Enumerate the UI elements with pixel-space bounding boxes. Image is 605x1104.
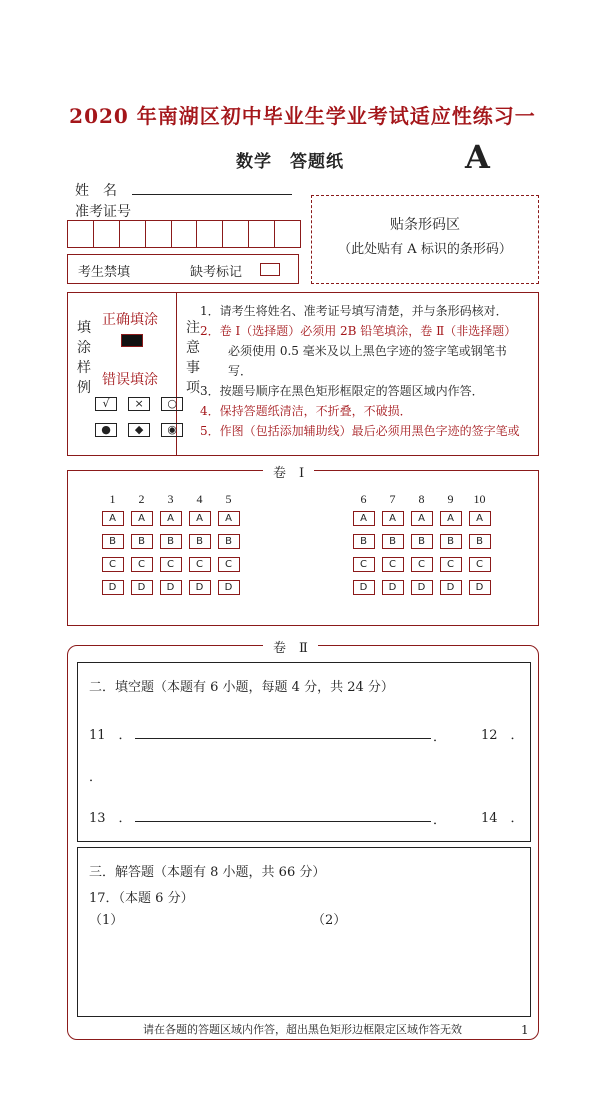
option-bubble-b[interactable]: B [440,534,462,549]
exam-id-cell[interactable] [146,221,172,247]
option-bubble-a[interactable]: A [411,511,433,526]
option-bubble-b[interactable]: B [160,534,182,549]
status-box [67,254,299,284]
option-bubble-b[interactable]: B [469,534,491,549]
exam-id-cell[interactable] [94,221,120,247]
option-bubble-a[interactable]: A [440,511,462,526]
q17-part1: （1） [89,913,124,928]
filled-diamond-icon: ◆ [128,423,150,437]
question-number: 3 [167,492,174,506]
fill-in-title: 二．填空题（本题有 6 小题，每题 4 分，共 24 分） [89,680,394,695]
option-bubble-c[interactable]: C [218,557,240,572]
option-bubble-c[interactable]: C [102,557,124,572]
filled-oval-icon: ◉ [161,423,183,437]
option-bubble-d[interactable]: D [102,580,124,595]
option-bubble-c[interactable]: C [469,557,491,572]
absent-mark-box[interactable] [260,263,280,276]
option-bubble-a[interactable]: A [469,511,491,526]
footer-warning: 请在各题的答题区域内作答，超出黑色矩形边框限定区域作答无效 [143,1023,462,1036]
exam-id-cell[interactable] [249,221,275,247]
option-bubble-d[interactable]: D [440,580,462,595]
exam-id-cell[interactable] [275,221,300,247]
page-number: 1 [521,1023,529,1037]
fill-sample-label [76,318,92,398]
exam-id-label: 准考证号 [75,204,131,220]
notice-item: 3．按题号顺序在黑色矩形框限定的答题区域内作答． [200,384,484,398]
notice-label [185,318,201,398]
q11-label: 11 ． [89,728,132,743]
fill-sample-char: 样 [77,360,91,376]
option-bubble-c[interactable]: C [160,557,182,572]
exam-id-grid[interactable] [67,220,301,248]
q11-answer-line[interactable] [135,738,431,739]
filled-dot-icon: ● [95,423,117,437]
q13-answer-line[interactable] [135,821,431,822]
q11-end-dot: ． [433,730,447,745]
q13-label: 13 ． [89,811,132,826]
question-number: 9 [447,492,454,506]
notice-char: 注 [186,320,200,336]
option-bubble-d[interactable]: D [160,580,182,595]
exam-id-cell[interactable] [172,221,198,247]
exam-title: 2020 年南湖区初中毕业生学业考试适应性练习一 [69,104,536,128]
option-bubble-d[interactable]: D [411,580,433,595]
option-bubble-a[interactable]: A [218,511,240,526]
option-row [98,580,243,595]
q13-end-dot: ． [433,813,447,828]
option-bubble-b[interactable]: B [102,534,124,549]
name-input-line[interactable] [132,194,292,195]
circle-mark-icon: ○ [161,397,183,411]
option-bubble-d[interactable]: D [353,580,375,595]
option-bubble-b[interactable]: B [218,534,240,549]
question-number: 5 [225,492,232,506]
option-row [349,580,494,595]
option-bubble-d[interactable]: D [131,580,153,595]
exam-id-cell[interactable] [223,221,249,247]
notice-char: 项 [186,380,200,396]
option-row [349,534,494,549]
question-number: 8 [418,492,425,506]
notice-char: 意 [186,340,200,356]
notice-list [200,302,535,442]
barcode-note: （此处贴有 A 标识的条形码） [338,242,512,257]
notice-item: 4．保持答题纸清洁，不折叠，不破损． [200,404,412,418]
mc-group-2 [349,492,494,595]
section-one-title: 卷 Ⅰ [263,462,314,481]
exam-id-cell[interactable] [120,221,146,247]
q14-label: 14 ． [481,811,524,826]
question-number: 1 [109,492,116,506]
option-bubble-d[interactable]: D [382,580,404,595]
notice-char: 事 [186,360,200,376]
option-bubble-a[interactable]: A [353,511,375,526]
exam-id-cell[interactable] [68,221,94,247]
option-bubble-b[interactable]: B [189,534,211,549]
option-bubble-b[interactable]: B [353,534,375,549]
option-bubble-b[interactable]: B [411,534,433,549]
option-bubble-d[interactable]: D [469,580,491,595]
option-row [98,511,243,526]
option-bubble-a[interactable]: A [160,511,182,526]
option-bubble-a[interactable]: A [189,511,211,526]
option-bubble-c[interactable]: C [411,557,433,572]
option-bubble-b[interactable]: B [131,534,153,549]
option-bubble-a[interactable]: A [102,511,124,526]
question-number: 2 [138,492,145,506]
notice-item: 2．卷 Ⅰ（选择题）必须用 2B 铅笔填涂，卷 Ⅱ（非选择题） [200,324,517,338]
absent-label: 缺考标记 [190,265,243,280]
option-bubble-a[interactable]: A [131,511,153,526]
question-number: 4 [196,492,203,506]
notice-item: 写． [228,364,253,378]
barcode-title: 贴条形码区 [390,217,460,233]
option-bubble-c[interactable]: C [353,557,375,572]
question-number: 10 [473,492,486,506]
answer-sheet-subtitle: 数学 答题纸 [236,152,344,172]
check-mark-icon: √ [95,397,117,411]
exam-id-cell[interactable] [197,221,223,247]
option-bubble-c[interactable]: C [131,557,153,572]
notice-item: 必须使用 0.5 毫米及以上黑色字迹的签字笔或钢笔书 [228,344,507,358]
fill-sample-char: 涂 [77,340,91,356]
q17-label: 17．（本题 6 分） [89,891,194,906]
version-letter: A [465,138,490,176]
wrong-marks-row1 [95,392,183,411]
option-bubble-d[interactable]: D [189,580,211,595]
fill-sample-char: 填 [77,320,91,336]
option-bubble-a[interactable]: A [382,511,404,526]
q12-continuation-dot: ． [89,770,103,785]
q12-label: 12 ． [481,728,524,743]
option-row [98,557,243,572]
wrong-fill-label: 错误填涂 [102,372,158,388]
wrong-marks-row2 [95,418,183,437]
cross-mark-icon: × [128,397,150,411]
q17-part2: （2） [312,913,347,928]
notice-item: 5．作图（包括添加辅助线）最后必须用黑色字迹的签字笔或 [200,424,520,438]
option-bubble-d[interactable]: D [218,580,240,595]
option-row [349,557,494,572]
option-bubble-c[interactable]: C [440,557,462,572]
option-row [349,511,494,526]
option-bubble-b[interactable]: B [382,534,404,549]
option-row [98,534,243,549]
question-number: 6 [360,492,367,506]
notice-item: 1．请考生将姓名、准考证号填写清楚，并与条形码核对． [200,304,508,318]
barcode-area [311,195,539,284]
section-two-title: 卷 Ⅱ [263,637,318,656]
option-bubble-c[interactable]: C [189,557,211,572]
fill-sample-char: 例 [77,380,91,396]
mc-group-1 [98,492,243,595]
option-bubble-c[interactable]: C [382,557,404,572]
question-number: 7 [389,492,396,506]
correct-fill-sample [121,334,143,347]
correct-fill-label: 正确填涂 [102,312,158,328]
banned-label: 考生禁填 [78,265,131,280]
name-label: 姓 名 [75,183,117,199]
solve-title: 三．解答题（本题有 8 小题，共 66 分） [89,865,326,880]
